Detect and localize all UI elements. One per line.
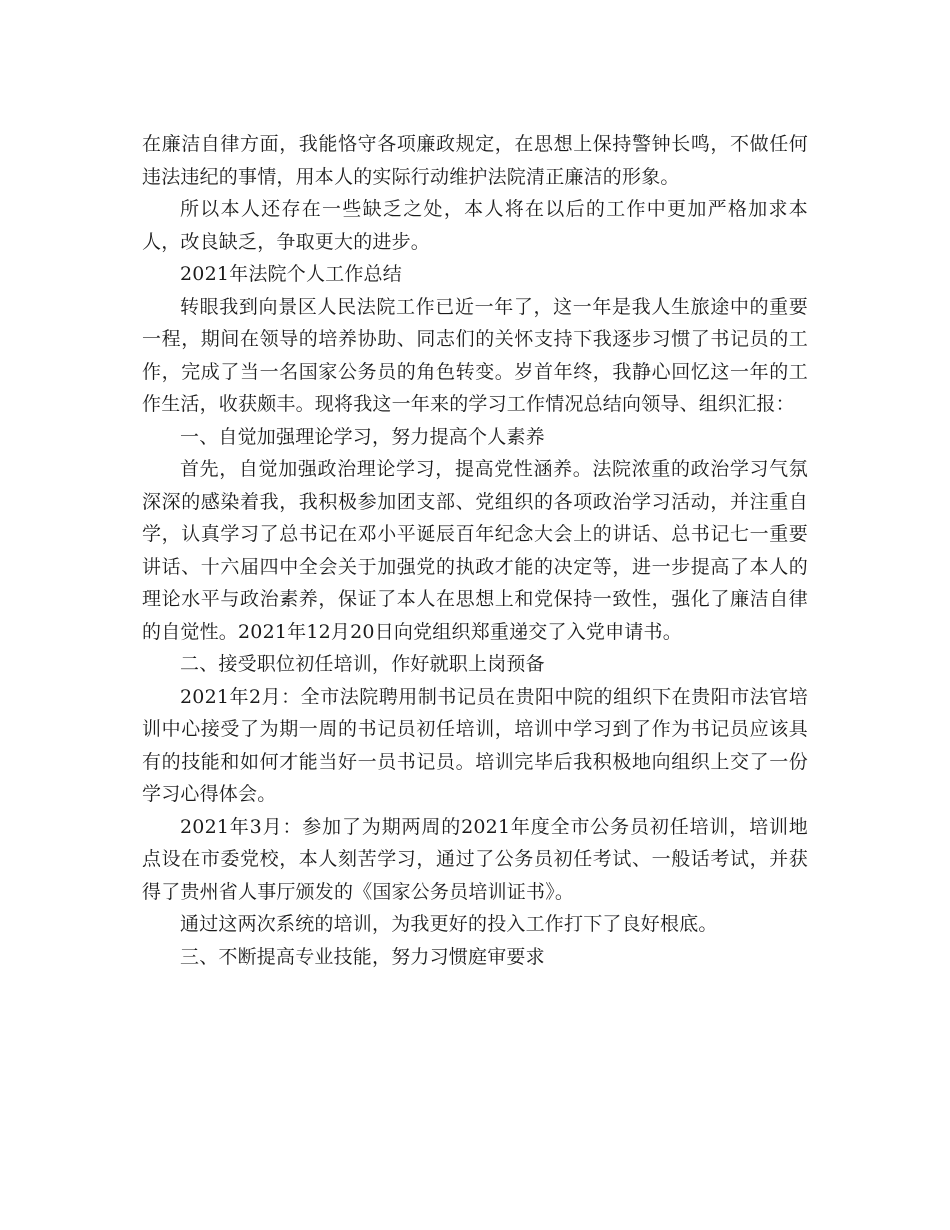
document-body [142, 128, 808, 973]
paragraph: 2021年2月：全市法院聘用制书记员在贵阳中院的组织下在贵阳市法官培训中心接受了为期一周的书记员初任培训，培训中学习到了作为书记员应该具有的技能和如何才能当好一员书记员。培训完毕后我积极地向组织上交了一份学习心得体会。 [142, 685, 808, 805]
section-heading: 三、不断提高专业技能，努力习惯庭审要求 [180, 945, 545, 968]
section-title: 2021年法院个人工作总结 [180, 263, 402, 285]
paragraph: 首先，自觉加强政治理论学习，提高党性涵养。法院浓重的政治学习气氛深深的感染着我，我积极参加团支部、党组织的各项政治学习活动，并注重自学，认真学习了总书记在邓小平诞辰百年纪念大会上的讲话、总书记七一重要讲话、十六届四中全会关于加强党的执政才能的决定等，进一步提高了本人的理论水平与政治素养，保证了本人在思想上和党保持一致性，强化了廉洁自律的自觉性。2021年12月20日向党组织郑重递交了入党申请书。 [142, 458, 808, 643]
section-heading: 二、接受职位初任培训，作好就职上岗预备 [180, 653, 545, 675]
paragraph: 转眼我到向景区人民法院工作已近一年了，这一年是我人生旅途中的重要一程，期间在领导的培养协助、同志们的关怀支持下我逐步习惯了书记员的工作，完成了当一名国家公务员的角色转变。岁首年终，我静心回忆这一年的工作生活，收获颇丰。现将我这一年来的学习工作情况总结向领导、组织汇报： [142, 295, 808, 415]
section-heading: 一、自觉加强理论学习，努力提高个人素养 [180, 425, 545, 448]
paragraph: 通过这两次系统的培训，为我更好的投入工作打下了良好根底。 [180, 913, 718, 935]
paragraph: 所以本人还存在一些缺乏之处，本人将在以后的工作中更加严格加求本人，改良缺乏，争取更大的进步。 [142, 198, 808, 253]
paragraph: 在廉洁自律方面，我能恪守各项廉政规定，在思想上保持警钟长鸣，不做任何违法违纪的事情，用本人的实际行动维护法院清正廉洁的形象。 [142, 133, 808, 188]
paragraph: 2021年3月：参加了为期两周的2021年度全市公务员初任培训，培训地点设在市委党校，本人刻苦学习，通过了公务员初任考试、一般话考试，并获得了贵州省人事厅颁发的《国家公务员培训证书》。 [142, 815, 808, 903]
